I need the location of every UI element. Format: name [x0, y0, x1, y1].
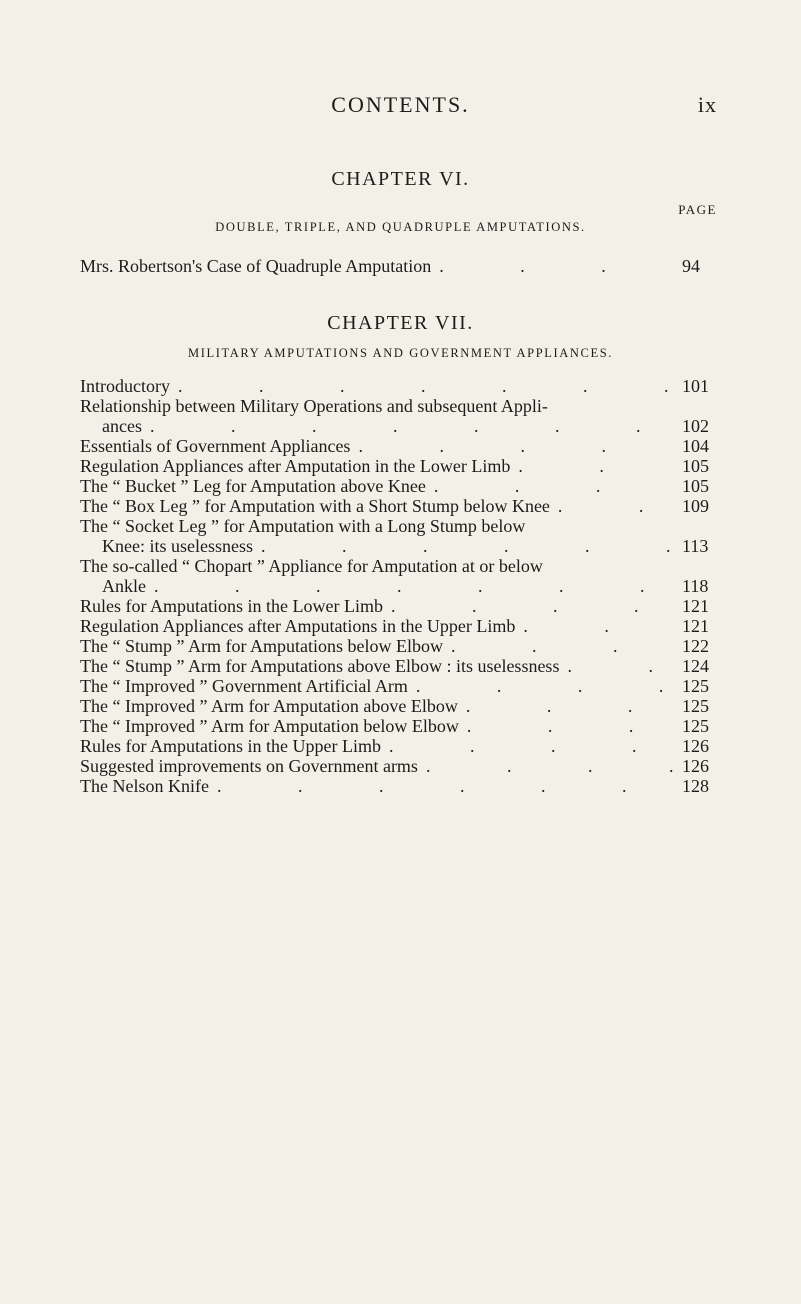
entry-page: 105: [682, 476, 709, 496]
entry-title: The “ Bucket ” Leg for Amputation above Knee: [80, 476, 426, 496]
dot-leader: [559, 656, 676, 676]
toc-entry: [80, 396, 720, 436]
toc-entry: [80, 256, 720, 276]
toc-entry: [80, 456, 720, 476]
entry-page: 102: [682, 416, 709, 436]
dot-leader: [426, 476, 676, 496]
entry-title: Regulation Appliances after Amputations in the Upper Limb: [80, 616, 516, 636]
chapter-heading: CHAPTER VI.: [331, 168, 470, 190]
entry-page: 122: [682, 636, 709, 656]
dot-leader: [408, 676, 676, 696]
entry-title: The “ Socket Leg ” for Amputation with a Long Stump below: [80, 516, 526, 536]
entry-page: 121: [682, 596, 709, 616]
entry-page: 105: [682, 456, 709, 476]
entry-title: The “ Stump ” Arm for Amputations above Elbow : its uselessness: [80, 656, 560, 676]
chapter-subtitle: DOUBLE, TRIPLE, AND QUADRUPLE AMPUTATIONS.: [215, 220, 586, 234]
dot-leader: [550, 496, 676, 516]
entry-page: 125: [682, 696, 709, 716]
entry-title: Mrs. Robertson's Case of Quadruple Amputation: [80, 256, 432, 276]
toc-entry: [80, 736, 720, 756]
dot-leader: [350, 436, 676, 456]
entry-title: Essentials of Government Appliances: [80, 436, 351, 456]
dot-leader: [515, 616, 676, 636]
dot-leader: [381, 736, 676, 756]
entry-page: 126: [682, 736, 709, 756]
entry-title: Knee: its uselessness: [102, 536, 253, 556]
entry-title: Suggested improvements on Government arms: [80, 756, 418, 776]
chapter-entries: [80, 256, 720, 276]
page-column-label: PAGE: [678, 202, 717, 217]
dot-leader: [142, 416, 676, 436]
dot-leader: [209, 776, 676, 796]
toc-entry: [80, 436, 720, 456]
toc-entry: [80, 376, 720, 396]
toc-entry: [80, 696, 720, 716]
entry-title: The “ Stump ” Arm for Amputations below Elbow: [80, 636, 443, 656]
entry-page: 126: [682, 756, 709, 776]
dot-leader: [146, 576, 676, 596]
dot-leader: [458, 696, 676, 716]
toc-entry: [80, 656, 720, 676]
entry-title: Introductory: [80, 376, 170, 396]
entry-title: Regulation Appliances after Amputation in the Lower Limb: [80, 456, 511, 476]
entry-title: The so-called “ Chopart ” Appliance for Amputation at or below: [80, 556, 543, 576]
toc-entry: [80, 556, 720, 596]
toc-entry: [80, 676, 720, 696]
chapter-subtitle: MILITARY AMPUTATIONS AND GOVERNMENT APPLIANCES.: [188, 346, 613, 360]
entry-title: Ankle: [102, 576, 146, 596]
dot-leader: [253, 536, 676, 556]
chapter-heading: CHAPTER VII.: [327, 312, 474, 334]
entry-title: The “ Box Leg ” for Amputation with a Short Stump below Knee: [80, 496, 550, 516]
dot-leader: [443, 636, 676, 656]
entry-page: 109: [682, 496, 709, 516]
entry-page: 94: [682, 256, 700, 276]
entry-title: Rules for Amputations in the Upper Limb: [80, 736, 381, 756]
toc-entry: [80, 776, 720, 796]
entry-title: ances: [102, 416, 142, 436]
entry-page: 128: [682, 776, 709, 796]
entry-title: The “ Improved ” Arm for Amputation above Elbow: [80, 696, 458, 716]
toc-entry: [80, 496, 720, 516]
page-number: ix: [697, 92, 717, 117]
entry-page: 124: [682, 656, 709, 676]
toc-entry: [80, 636, 720, 656]
entry-page: 121: [682, 616, 709, 636]
dot-leader: [431, 256, 676, 276]
running-title: CONTENTS.: [331, 92, 470, 117]
entry-title: The Nelson Knife: [80, 776, 209, 796]
entry-title: The “ Improved ” Government Artificial Arm: [80, 676, 408, 696]
entry-page: 104: [682, 436, 709, 456]
dot-leader: [383, 596, 676, 616]
entry-page: 125: [682, 716, 709, 736]
entry-page: 113: [682, 536, 709, 556]
running-head: [0, 92, 801, 122]
entry-page: 101: [682, 376, 709, 396]
toc-entry: [80, 596, 720, 616]
dot-leader: [510, 456, 676, 476]
toc-entry: [80, 756, 720, 776]
entry-title: Rules for Amputations in the Lower Limb: [80, 596, 383, 616]
dot-leader: [170, 376, 676, 396]
toc-entry: [80, 616, 720, 636]
entry-page: 125: [682, 676, 709, 696]
chapter-entries: [80, 376, 720, 796]
toc-entry: [80, 516, 720, 556]
dot-leader: [459, 716, 676, 736]
toc-entry: [80, 476, 720, 496]
entry-title: Relationship between Military Operations and subsequent Appli-: [80, 396, 548, 416]
toc-entry: [80, 716, 720, 736]
entry-page: 118: [682, 576, 709, 596]
dot-leader: [418, 756, 676, 776]
entry-title: The “ Improved ” Arm for Amputation below Elbow: [80, 716, 459, 736]
